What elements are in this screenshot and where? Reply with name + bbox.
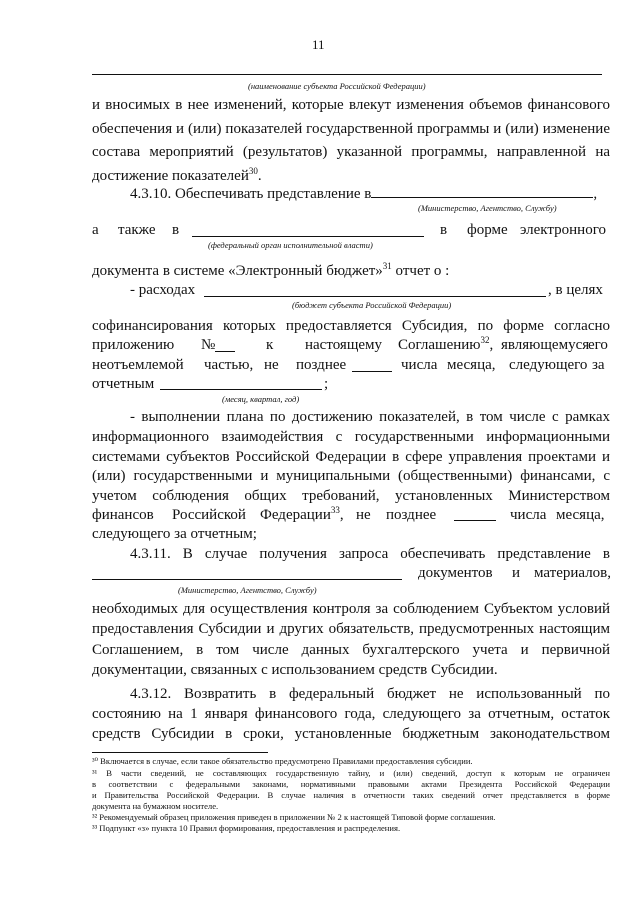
fill-in-blank — [215, 351, 235, 352]
text-fragment: неотъемлемой — [92, 357, 184, 373]
text-fragment: отчетным — [92, 376, 155, 392]
caption: (Министерство, Агентство, Службу) — [178, 585, 317, 595]
header-caption: (наименование субъекта Российской Федерации) — [248, 81, 426, 91]
text-fragment: приложению — [92, 337, 175, 353]
text-line: средств Субсидии в сроки, установленные бюджетным законодательством — [92, 726, 610, 742]
fill-in-blank — [92, 579, 402, 580]
fill-in-blank — [192, 236, 424, 237]
footnote-31: ³¹ В части сведений, не составляющих государственную тайну, и (или) сведений, доступ к которым не ограничен — [92, 768, 610, 778]
header-subject-line — [92, 74, 602, 75]
text-fragment: не — [264, 357, 279, 373]
text-fragment: ; — [324, 376, 329, 392]
text-fragment: - расходах — [130, 282, 196, 298]
text-line: необходимых для осуществления контроля за соблюдением Субъектом условий — [92, 601, 610, 617]
text-fragment: документа в системе «Электронный бюджет» — [92, 263, 383, 279]
text-line: обеспечения и (или) показателей государственной программы и (или) изменение — [92, 121, 610, 137]
caption: (бюджет субъекта Российской Федерации) — [292, 300, 452, 310]
fill-in-blank — [204, 296, 546, 297]
text-fragment: форме — [467, 222, 508, 238]
text-fragment: Российской — [172, 507, 246, 523]
text-fragment: , — [593, 186, 598, 202]
text-fragment: числа — [510, 507, 547, 523]
footnote-ref: 33 — [330, 505, 340, 515]
text-fragment: позднее — [296, 357, 347, 373]
clause-4-3-11: 4.3.11. В случае получения запроса обеспечивать представление в — [130, 546, 610, 562]
text-fragment: электронного — [520, 222, 606, 238]
footnote-30: ³⁰ Включается в случае, если такое обязательство предусмотрено Правилами предоставления субсидии. — [92, 756, 473, 766]
text-fragment: не — [356, 507, 371, 523]
clause-4-3-10 — [130, 184, 597, 203]
text-fragment: его — [588, 337, 608, 353]
footnote-32: ³² Рекомендуемый образец приложения приведен в приложении № 2 к настоящей Типовой форме соглашения. — [92, 812, 496, 822]
text-line: информационного взаимодействия с государственными информационными — [92, 429, 610, 445]
footnote-31-cont: и Правительства Российской Федерации. В случае наличия в отчетности таких сведений отчет представляется в форме — [92, 790, 610, 800]
text-fragment: а — [92, 222, 99, 238]
text-fragment: также — [118, 222, 156, 238]
page-number: 11 — [312, 37, 325, 52]
footnote-31-cont: документа на бумажном носителе. — [92, 801, 219, 811]
text-fragment: следующего — [509, 357, 588, 373]
text-line: и вносимых в нее изменений, которые влекут изменения объемов финансового — [92, 97, 610, 113]
footnote-31-cont: в соответствии с федеральными законами, нормативными правовыми актами Президента Российской Федерации — [92, 779, 610, 789]
text-line: учетом соблюдения общих требований, установленных Министерством — [92, 488, 610, 504]
text-fragment: материалов, — [534, 565, 612, 581]
text-line: состоянию на 1 января финансового года, следующего за отчетным, остаток — [92, 706, 610, 722]
text-line: достижение показателей$^{30}$. — [92, 166, 262, 184]
fill-in-blank — [371, 184, 593, 198]
text-fragment: за — [592, 357, 605, 373]
footnote-separator — [92, 752, 268, 753]
text-fragment: 4.3.10. Обеспечивать представление в — [130, 186, 372, 202]
footnote-ref: 30 — [248, 166, 258, 176]
footnote-33: ³³ Подпункт «з» пункта 10 Правил формирования, предоставления и распределения. — [92, 823, 401, 833]
text-fragment: Соглашению$^{32}$, — [398, 335, 494, 353]
text-line: софинансирования которых предоставляется Субсидия, по форме согласно — [92, 318, 610, 334]
text-line: - выполнении плана по достижению показателей, в том числе с рамках — [130, 409, 610, 425]
fill-in-blank — [160, 389, 322, 390]
text-fragment: и — [512, 565, 521, 581]
text-fragment: к — [266, 337, 274, 353]
text-fragment: числа — [401, 357, 438, 373]
text-fragment: месяца, — [556, 507, 605, 523]
text-fragment: отчет о : — [391, 263, 450, 279]
text-fragment: месяца, — [447, 357, 496, 373]
text-fragment: документов — [418, 565, 493, 581]
clause-4-3-12: 4.3.12. Возвратить в федеральный бюджет не использованный по — [130, 686, 610, 702]
text-fragment: частью, — [204, 357, 254, 373]
text-line: предоставления Субсидии и других обязательств, предусмотренных настоящим — [92, 621, 610, 637]
text-fragment: достижение показателей — [92, 168, 249, 184]
fill-in-blank — [352, 371, 392, 372]
text-line: (или) государственными и муниципальными (общественными) финансами, с — [92, 468, 610, 484]
text-line: Соглашением, в том числе данных бухгалтерского учета и первичной — [92, 642, 610, 658]
caption: (месяц, квартал, год) — [222, 394, 300, 404]
text-line: системами субъектов Российской Федерации в сфере управления проектами и — [92, 449, 610, 465]
text-fragment: , в целях — [548, 282, 603, 298]
fill-in-blank — [454, 520, 496, 521]
footnote-ref: 31 — [382, 261, 392, 271]
text-line: состава мероприятий (результатов) указанной программы, направленной на — [92, 144, 610, 160]
text-fragment: позднее — [386, 507, 437, 523]
text-line: документации, связанных с использованием средств Субсидии. — [92, 662, 498, 678]
text-fragment: № — [201, 337, 216, 353]
text-fragment: Федерации$^{33}$, — [260, 505, 344, 523]
text-fragment: в — [172, 222, 180, 238]
text-fragment: настоящему — [305, 337, 383, 353]
caption: (Министерство, Агентство, Службу) — [418, 203, 557, 213]
caption: (федеральный орган исполнительной власти) — [208, 240, 373, 250]
text-fragment: в — [440, 222, 448, 238]
text-line: следующего за отчетным; — [92, 526, 257, 542]
text-fragment: финансов — [92, 507, 154, 523]
text-fragment: являющемуся — [501, 337, 590, 353]
footnote-ref: 32 — [480, 335, 490, 345]
text-line — [92, 262, 449, 280]
